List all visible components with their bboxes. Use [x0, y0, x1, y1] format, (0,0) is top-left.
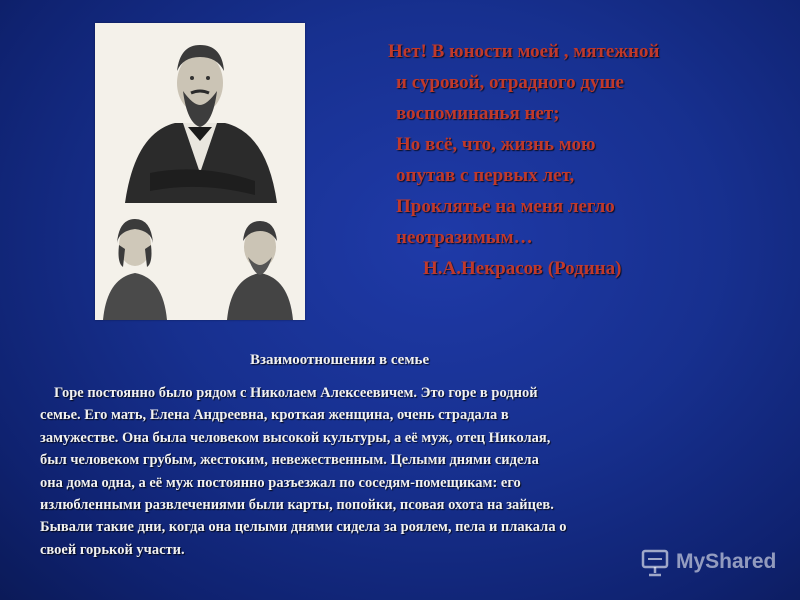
- paragraph-line: Горе постоянно было рядом с Николаем Алексеевичем. Это горе в родной: [54, 385, 538, 401]
- engraving-portraits: [95, 23, 305, 320]
- paragraph-line: Бывали такие дни, когда она целыми днями сидела за роялем, пела и плакала о: [40, 519, 567, 536]
- portrait-image: [95, 23, 305, 320]
- paragraph-line: был человеком грубым, жестоким, невежественным. Целыми днями сидела: [40, 452, 539, 469]
- poem-quote: [388, 36, 788, 284]
- poem-author: Н.А.Некрасов (Родина): [423, 258, 622, 279]
- poem-line: опутав с первых лет,: [396, 165, 575, 186]
- presentation-board-icon: [640, 547, 670, 577]
- paragraph-line: семье. Его мать, Елена Андреевна, кроткая женщина, очень страдала в: [40, 407, 509, 424]
- poem-line: неотразимым…: [396, 227, 533, 248]
- myshared-watermark: [640, 545, 776, 579]
- poem-line: и суровой, отрадного душе: [396, 72, 624, 93]
- paragraph-line: своей горькой участи.: [40, 541, 185, 558]
- paragraph-line: замужестве. Она была человеком высокой культуры, а её муж, отец Николая,: [40, 429, 551, 446]
- paragraph-line: излюбленными развлечениями были карты, попойки, псовая охота на зайцев.: [40, 497, 554, 514]
- section-title: Взаимоотношения в семье: [250, 352, 430, 368]
- poem-line: Проклятье на меня легло: [396, 196, 615, 217]
- poem-line: Нет! В юности моей , мятежной: [388, 41, 660, 62]
- section-paragraph: [40, 382, 760, 561]
- watermark-text: MyShared: [676, 550, 777, 573]
- paragraph-line: она дома одна, а её муж постоянно разъезжал по соседям-помещикам: его: [40, 474, 521, 491]
- poem-line: воспоминанья нет;: [396, 103, 560, 124]
- poem-line: Но всё, что, жизнь мою: [396, 134, 596, 155]
